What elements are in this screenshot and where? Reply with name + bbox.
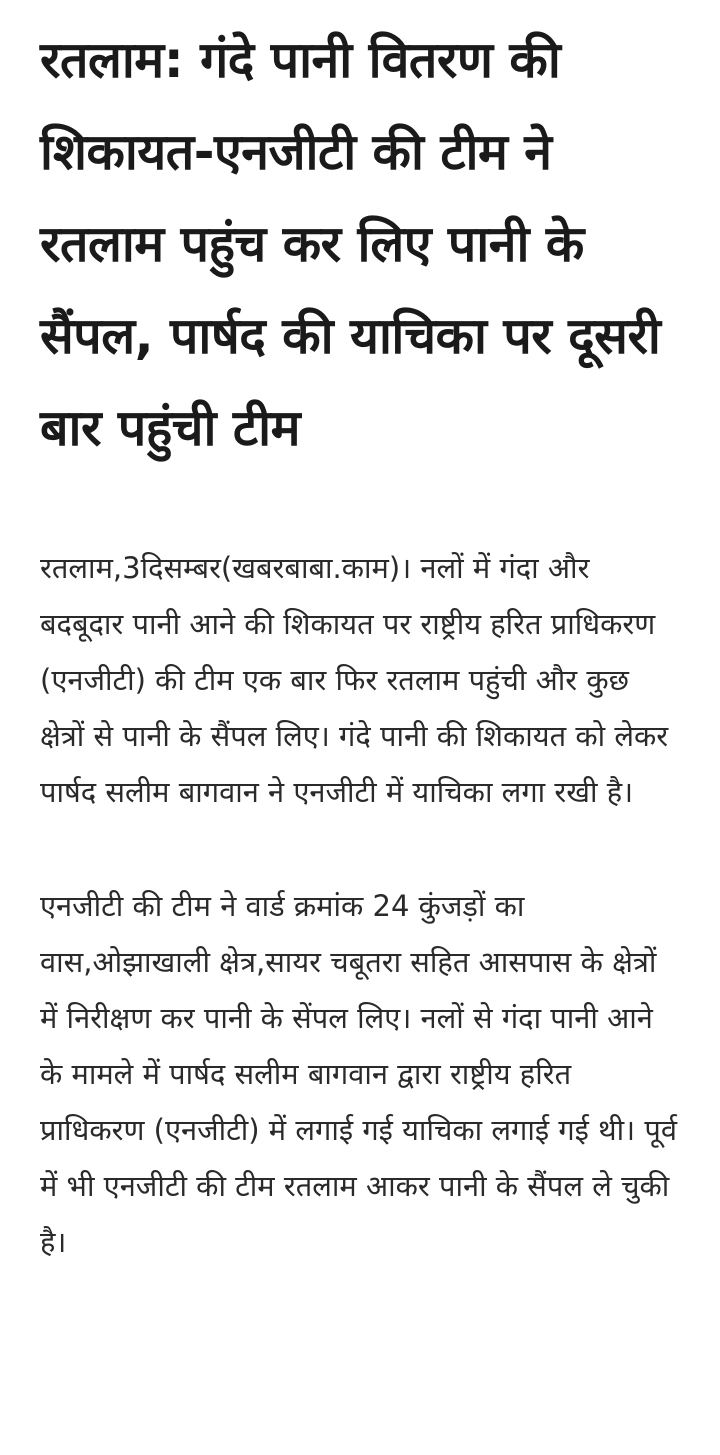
article-headline: रतलाम: गंदे पानी वितरण की शिकायत-एनजीटी की टीम ने रतलाम पहुंच कर लिए पानी के सैंपल, पार्षद की याचिका पर दूसरी बार पहुंची टीम — [40, 31, 661, 457]
article-paragraph: रतलाम,3दिसम्बर(खबरबाबा.काम)। नलों में गंदा और बदबूदार पानी आने की शिकायत पर राष्ट्रीय हरित प्राधिकरण (एनजीटी) की टीम एक बार फिर रतलाम पहुंची और कुछ क्षेत्रों से पानी के सैंपल लिए। गंदे पानी की शिकायत को लेकर पार्षद सलीम बागवान ने एनजीटी में याचिका लगा रखी है। — [40, 551, 669, 809]
article-paragraph: एनजीटी की टीम ने वार्ड क्रमांक 24 कुंजड़ों का वास,ओझाखाली क्षेत्र,सायर चबूतरा सहित आसपास के क्षेत्रों में निरीक्षण कर पानी के सेंपल लिए। नलों से गंदा पानी आने के मामले में पार्षद सलीम बागवान द्वारा राष्ट्रीय हरित प्राधिकरण (एनजीटी) में लगाई गई याचिका लगाई गई थी। पूर्व में भी एनजीटी की टीम रतलाम आकर पानी के सैंपल ले चुकी है। — [40, 889, 677, 1259]
